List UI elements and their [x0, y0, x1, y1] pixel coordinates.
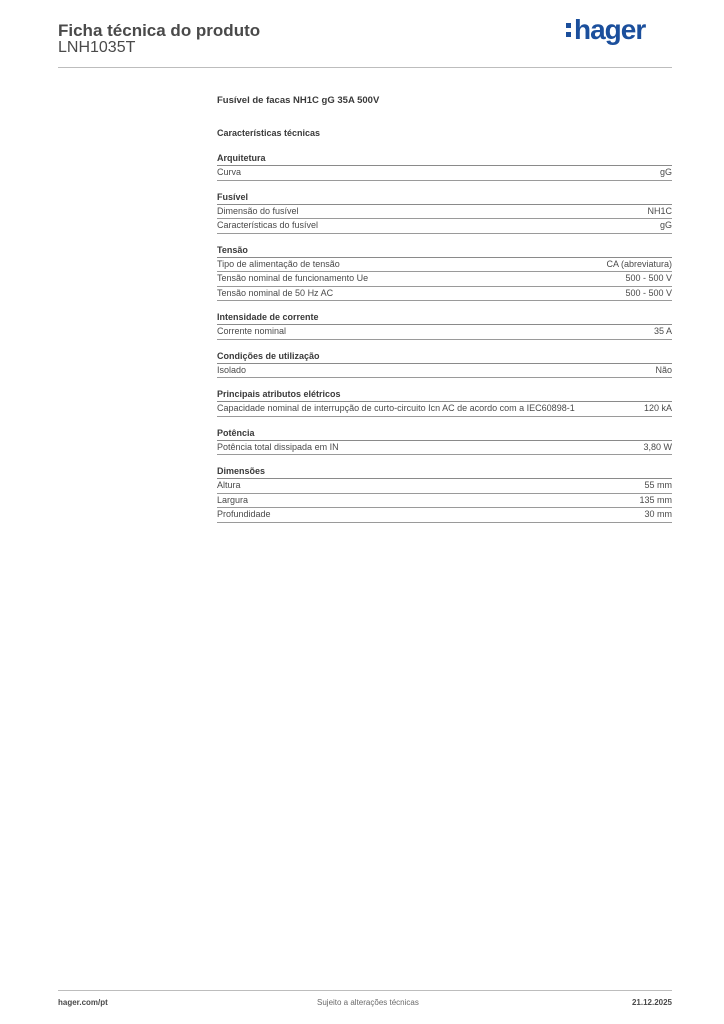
spec-group-title: Condições de utilização: [217, 351, 672, 364]
footer-divider: [58, 990, 672, 991]
product-code: LNH1035T: [58, 39, 136, 56]
spec-group: [217, 153, 672, 181]
spec-row: [217, 258, 672, 273]
page-title: Ficha técnica do produto: [58, 21, 261, 40]
logo-text: hager: [574, 14, 646, 45]
spec-value: CA (abreviatura): [606, 258, 672, 269]
spec-label: Corrente nominal: [217, 326, 287, 336]
spec-group-title: Fusível: [217, 192, 672, 205]
spec-row: [217, 287, 672, 302]
spec-group: [217, 466, 672, 523]
spec-row: [217, 508, 672, 523]
spec-content: [217, 95, 672, 523]
header-divider: [58, 67, 672, 68]
spec-group: [217, 192, 672, 234]
spec-value: 30 mm: [644, 509, 672, 519]
spec-value: 500 - 500 V: [625, 273, 672, 283]
spec-value: NH1C: [647, 205, 672, 216]
spec-value: 500 - 500 V: [625, 287, 672, 298]
hager-logo: [566, 14, 645, 46]
product-name: Fusível de facas NH1C gG 35A 500V: [217, 95, 380, 106]
spec-row: [217, 364, 672, 379]
spec-group-title: Principais atributos elétricos: [217, 389, 672, 402]
spec-group-title: Tensão: [217, 245, 672, 258]
spec-group: [217, 428, 672, 456]
spec-row: [217, 479, 672, 494]
logo-colon-icon: [566, 21, 572, 39]
spec-value: gG: [659, 220, 672, 230]
spec-label: Tipo de alimentação de tensão: [217, 258, 340, 269]
spec-label: Altura: [217, 480, 241, 490]
spec-group: [217, 389, 672, 417]
spec-group: [217, 312, 672, 340]
spec-label: Tensão nominal de 50 Hz AC: [217, 287, 334, 298]
spec-row: [217, 166, 672, 181]
spec-group: [217, 245, 672, 302]
spec-label: Dimensão do fusível: [217, 205, 299, 216]
spec-value: 135 mm: [639, 494, 672, 505]
spec-row: [217, 441, 672, 456]
spec-group: [217, 351, 672, 379]
spec-row: [217, 494, 672, 509]
footer-note: Sujeito a alterações técnicas: [317, 998, 419, 1007]
spec-row: [217, 272, 672, 287]
spec-value: 120 kA: [643, 403, 672, 413]
section-title: Características técnicas: [217, 128, 321, 138]
footer-date: 21.12.2025: [631, 998, 672, 1007]
spec-group-title: Arquitetura: [217, 153, 672, 166]
spec-value: 3,80 W: [643, 441, 672, 452]
spec-value: 35 A: [653, 326, 672, 336]
spec-value: gG: [659, 167, 672, 177]
spec-row: [217, 205, 672, 220]
spec-label: Isolado: [217, 364, 247, 375]
spec-value: Não: [655, 364, 672, 375]
footer-website[interactable]: hager.com/pt: [58, 998, 108, 1007]
spec-label: Capacidade nominal de interrupção de curto-circuito Icn AC de acordo com a IEC60898-1: [217, 403, 575, 413]
spec-group-title: Intensidade de corrente: [217, 312, 672, 325]
spec-group-title: Dimensões: [217, 466, 672, 479]
spec-row: [217, 325, 672, 340]
spec-row: [217, 219, 672, 234]
spec-label: Potência total dissipada em IN: [217, 441, 339, 452]
spec-groups: [217, 153, 672, 523]
spec-label: Profundidade: [217, 509, 271, 519]
spec-group-title: Potência: [217, 428, 672, 441]
spec-label: Curva: [217, 167, 242, 177]
spec-label: Características do fusível: [217, 220, 319, 230]
spec-row: [217, 402, 672, 417]
spec-label: Tensão nominal de funcionamento Ue: [217, 273, 369, 283]
spec-value: 55 mm: [644, 480, 672, 490]
spec-label: Largura: [217, 494, 249, 505]
